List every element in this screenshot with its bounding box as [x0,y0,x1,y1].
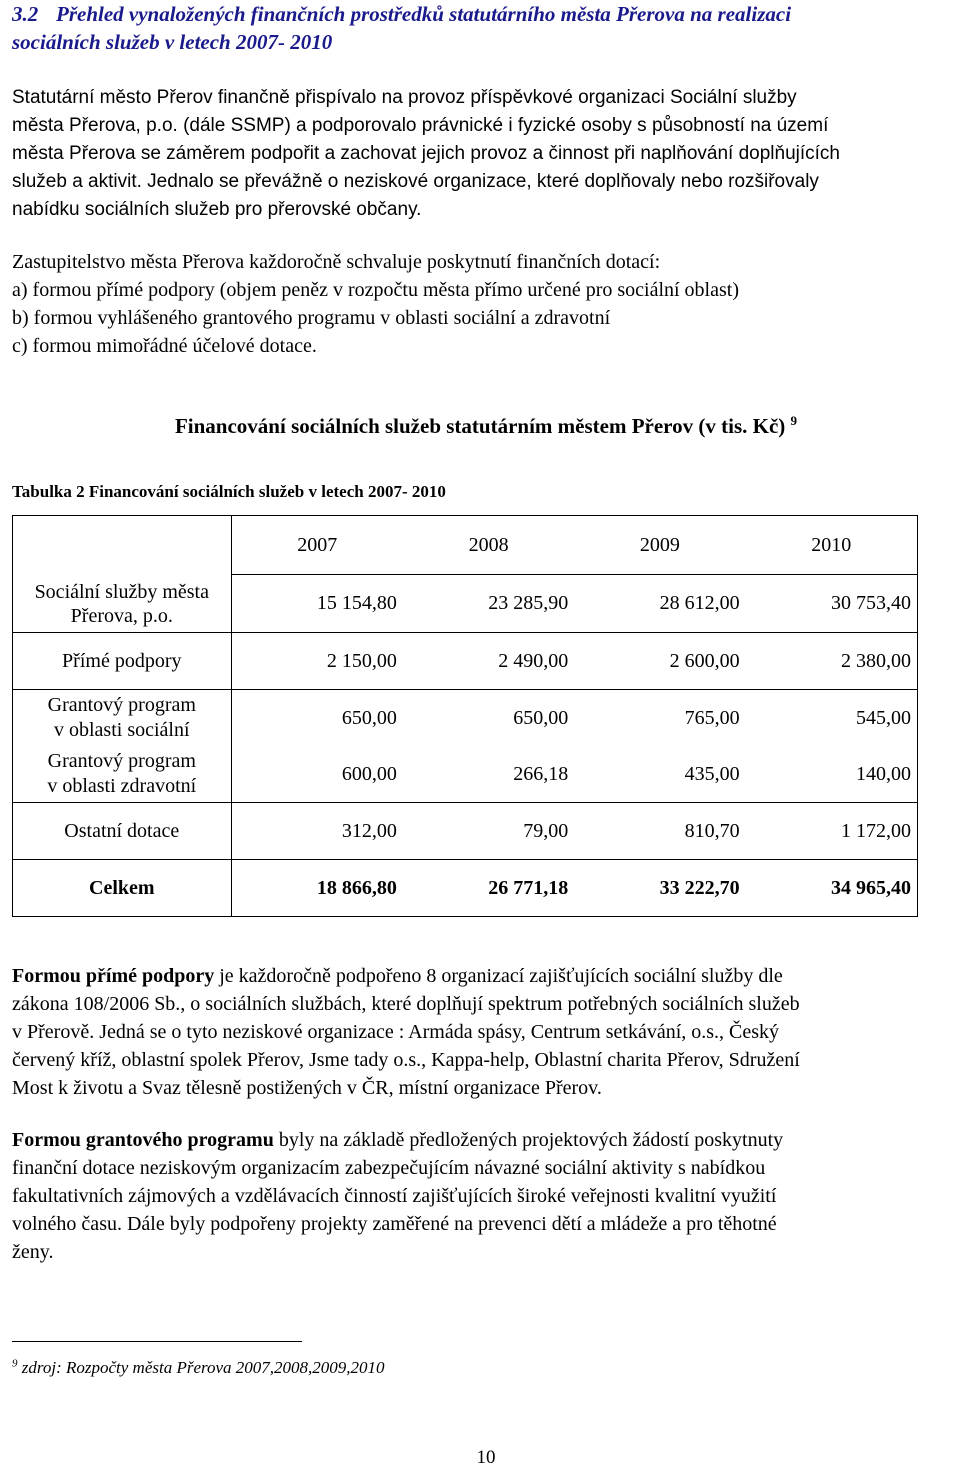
cell-grant-social-2008: 650,00 [403,690,574,747]
footnote-text: zdroj: Rozpočty města Přerova 2007,2008,2009,2010 [17,1358,385,1377]
year-2010: 2010 [746,516,918,575]
cell-ssmp-2008: 23 285,90 [403,574,574,633]
table-row-other [13,803,918,860]
direct-support-paragraph [12,962,958,1102]
intro-line-4b: Jednalo se převážně o neziskové organizace, které doplňovaly nebo rozšiřovaly [141,171,819,192]
table-header-row [13,516,918,575]
grant-bold: Formou grantového programu [12,1129,274,1151]
year-2007: 2007 [231,516,403,575]
cell-ssmp-2007: 15 154,80 [231,574,403,633]
table-row-grant-social [13,690,918,747]
direct-line-2: zákona 108/2006 Sb., o sociálních službách, které doplňují spektrum potřebných sociálních služeb [12,993,800,1015]
cell-total-2007: 18 866,80 [231,860,403,917]
row-label-other: Ostatní dotace [13,803,232,860]
council-line-1: Zastupitelstvo města Přerova každoročně schvaluje poskytnutí finančních dotací: [12,251,661,273]
intro-line-4a: služeb a aktivit. [12,171,142,192]
council-line-3: b) formou vyhlášeného grantového programu v oblasti sociální a zdravotní [12,307,611,329]
intro-paragraph [12,84,958,224]
cell-grant-social-2010: 545,00 [746,690,918,747]
grant-line-2: finanční dotace neziskovým organizacím zabezpečujícím návazné sociální aktivity s nabídkou [12,1157,766,1179]
direct-bold-b: přímé podpory [85,965,215,987]
grant-line-5: ženy. [12,1241,54,1263]
cell-ssmp-2009: 28 612,00 [574,574,745,633]
table-row-grant-health [13,746,918,803]
grant-line-3: fakultativních zájmových a vzdělávacích činností zajišťujících široké veřejnosti kvalitní využití [12,1185,777,1207]
cell-total-2008: 26 771,18 [403,860,574,917]
direct-line-1: je každoročně podpořeno 8 organizací zajišťujících sociální služby dle [214,965,783,987]
table-label: Tabulka 2 Financování sociálních služeb v letech 2007- 2010 [12,482,446,501]
row-label-grant-social: Grantový program v oblasti sociální [13,690,232,747]
table-caption [12,412,960,440]
cell-other-2009: 810,70 [574,803,745,860]
cell-total-2010: 34 965,40 [746,860,918,917]
financing-table [12,515,918,917]
grant-line-4: volného času. Dále byly podpořeny projekty zaměřené na prevenci dětí a mládeže a pro těhotné [12,1213,777,1235]
cell-grant-social-2007: 650,00 [231,690,403,747]
cell-total-2009: 33 222,70 [574,860,745,917]
cell-other-2007: 312,00 [231,803,403,860]
cell-other-2008: 79,00 [403,803,574,860]
row-label-ssmp: Sociální služby města Přerova, p.o. [13,516,232,633]
page-number: 10 [476,1447,496,1468]
cell-prime-2007: 2 150,00 [231,633,403,690]
council-paragraph [12,248,958,360]
cell-grant-health-2007: 600,00 [231,746,403,803]
direct-line-4: červený kříž, oblastní spolek Přerov, Jsme tady o.s., Kappa-help, Oblastní charita Přerov, Sdružení [12,1049,800,1071]
cell-ssmp-2010: 30 753,40 [746,574,918,633]
year-2008: 2008 [403,516,574,575]
table-row-total [13,860,918,917]
cell-other-2010: 1 172,00 [746,803,918,860]
intro-line-3: města Přerova se záměrem podpořit a zachovat jejich provoz a činnost při naplňování doplňujících [12,143,840,164]
intro-line-2: města Přerova, p.o. (dále SSMP) a podporovalo právnické i fyzické osoby s působností na území [12,115,829,136]
cell-prime-2009: 2 600,00 [574,633,745,690]
direct-line-5: Most k životu a Svaz tělesně postižených v ČR, místní organizace Přerov. [12,1077,602,1099]
row-label-total: Celkem [13,860,232,917]
table-caption-text: Financování sociálních služeb statutárním městem Přerov (v tis. Kč) [174,414,786,438]
cell-prime-2010: 2 380,00 [746,633,918,690]
section-number: 3.2 [12,2,39,26]
cell-grant-health-2009: 435,00 [574,746,745,803]
footnote [12,1354,385,1382]
footnote-number: 9 [12,1357,18,1370]
intro-line-1: Statutární město Přerov finančně přispívalo na provoz příspěvkové organizaci Sociální služby [12,87,797,108]
row-label-grant-health: Grantový program v oblasti zdravotní [13,746,232,803]
row-label-prime: Přímé podpory [13,633,232,690]
council-line-2: a) formou přímé podpory (objem peněz v rozpočtu města přímo určené pro sociální oblast) [12,279,739,301]
direct-line-3: v Přerově. Jedná se o tyto neziskové organizace : Armáda spásy, Centrum setkávání, o.s., Český [12,1021,780,1043]
intro-line-5: nabídku sociálních služeb pro přerovské občany. [12,199,422,220]
table-row-prime [13,633,918,690]
section-heading [12,0,958,56]
cell-grant-health-2010: 140,00 [746,746,918,803]
section-title-line1: Přehled vynaložených finančních prostředků statutárního města Přerova na realizaci [56,2,792,26]
footnote-separator [12,1341,302,1342]
year-2009: 2009 [574,516,745,575]
table-caption-footnote-ref: 9 [790,413,798,428]
grant-program-paragraph [12,1126,958,1266]
grant-line-1: byly na základě předložených projektových žádostí poskytnuty [273,1129,784,1151]
cell-grant-health-2008: 266,18 [403,746,574,803]
direct-bold-a: Formou [12,965,86,987]
cell-prime-2008: 2 490,00 [403,633,574,690]
section-title-line2: sociálních služeb v letech 2007- 2010 [12,30,333,54]
cell-grant-social-2009: 765,00 [574,690,745,747]
council-line-4: c) formou mimořádné účelové dotace. [12,335,317,357]
